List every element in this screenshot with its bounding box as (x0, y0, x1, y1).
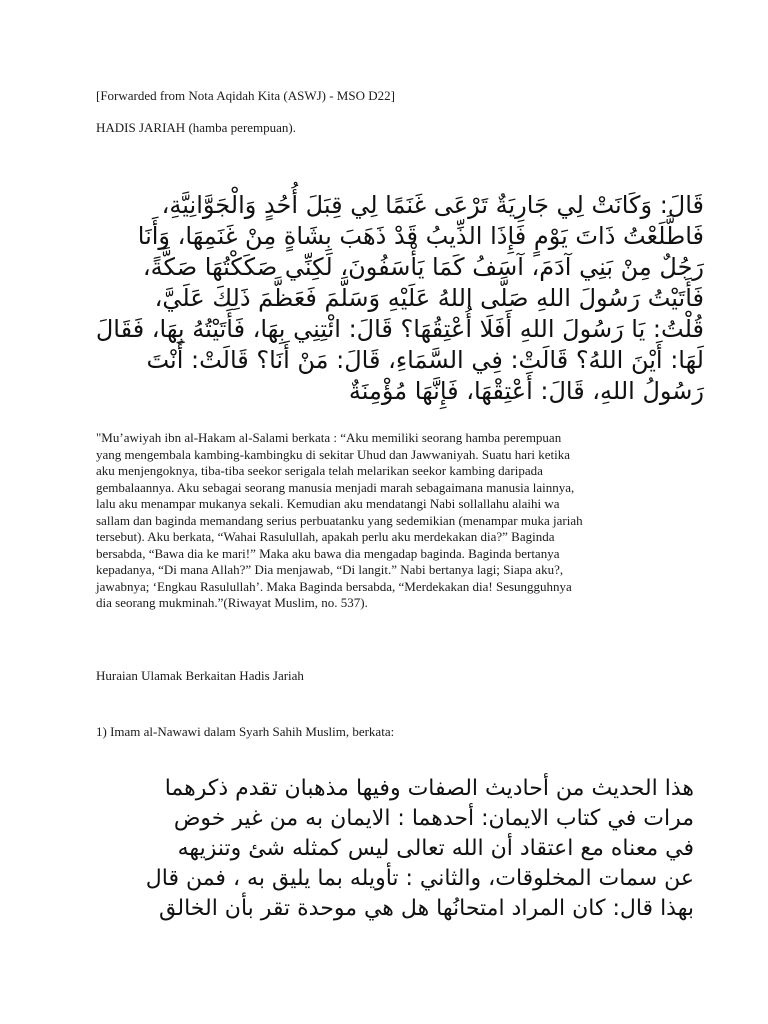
translation-line: gembalaannya. Aku sebagai seorang manusia menjadi marah sebagaimana manusia lainnya, (96, 479, 575, 495)
arabic-hadith-line: فَاطَّلَعْتُ ذَاتَ يَوْمٍ فَإِذَا الذِّيبُ قَدْ ذَهَبَ بِشَاةٍ مِنْ غَنَمِهَا، وَأَنَا (137, 222, 704, 250)
arabic-hadith-line: رَجُلٌ مِنْ بَنِي آدَمَ، آسَفُ كَمَا يَأْسَفُونَ، لَكِنِّي صَكَكْتُهَا صَكَّةً، (142, 253, 704, 281)
arabic-hadith-line: فَأَتَيْتُ رَسُولَ اللهِ صَلَّى اللهُ عَلَيْهِ وَسَلَّمَ فَعَظَّمَ ذَلِكَ عَلَيَّ، (154, 284, 704, 312)
arabic-commentary-line: مرات في كتاب الايمان: أحدهما : الايمان به من غير خوض (173, 806, 694, 831)
translation-line: jawabnya; ‘Engkau Rasulullah’. Maka Baginda bersabda, “Merdekakan dia! Sesungguhnya (96, 578, 572, 594)
translation-line: aku menjengoknya, tiba-tiba seekor serigala telah melarikan seekor kambing daripada (96, 463, 543, 478)
huraian-heading: Huraian Ulamak Berkaitan Hadis Jariah (96, 668, 304, 683)
translation-line: dia seorang mukminah.”(Riwayat Muslim, no. 537). (96, 595, 368, 610)
hadis-title: HADIS JARIAH (hamba perempuan). (96, 120, 297, 135)
translation-line: yang mengembala kambing-kambingku di sekitar Uhud dan Jawwaniyah. Suatu hari ketika (96, 446, 571, 462)
arabic-commentary-text (84, 774, 694, 924)
arabic-commentary-line: هذا الحديث من أحاديث الصفات وفيها مذهبان تقدم ذكرهما (164, 776, 694, 801)
arabic-hadith-line: قَالَ: وَكَانَتْ لِي جَارِيَةٌ تَرْعَى غَنَمًا لِي قِبَلَ أُحُدٍ وَالْجَوَّانِيَّةِ، (161, 191, 704, 219)
forwarded-line: [Forwarded from Nota Aqidah Kita (ASWJ) - MSO D22] (96, 88, 395, 103)
imam-nawawi-line: 1) Imam al-Nawawi dalam Syarh Sahih Muslim, berkata: (96, 724, 395, 739)
arabic-commentary-line: في معناه مع اعتقاد أن الله تعالى ليس كمثله شئ وتنزيهه (177, 836, 694, 861)
translation-line: tersebut). Aku berkata, “Wahai Rasulullah, apakah perlu aku merdekakan dia?” Baginda (96, 529, 555, 544)
translation-paragraph (96, 430, 696, 612)
arabic-hadith-line: لَهَا: أَيْنَ اللهُ؟ قَالَتْ: فِي السَّمَاءِ، قَالَ: مَنْ أَنَا؟ قَالَتْ: أَنْتَ (146, 346, 704, 374)
arabic-commentary-line: بهذا قال: كان المراد امتحانُها هل هي موحدة تقر بأن الخالق (159, 896, 694, 921)
arabic-hadith-text (84, 190, 704, 407)
arabic-commentary-line: عن سمات المخلوقات، والثاني : تأويله بما يليق به ، فمن قال (145, 866, 694, 891)
arabic-hadith-line: رَسُولُ اللهِ، قَالَ: أَعْتِقْهَا، فَإِنَّهَا مُؤْمِنَةٌ (348, 377, 704, 405)
translation-line: lalu aku menampar mukanya sekali. Kemudian aku mendatangi Nabi sollallahu alaihi wa (96, 496, 560, 511)
arabic-hadith-line: قُلْتُ: يَا رَسُولَ اللهِ أَفَلَا أُعْتِقُهَا؟ قَالَ: ائْتِنِي بِهَا، فَأَتَيْتُهُ بِهَا، فَقَالَ (95, 315, 704, 343)
translation-line: sallam dan baginda memandang serius perbuatanku yang sedemikian (menampar muka jariah (96, 512, 583, 528)
translation-line: bersabda, “Bawa dia ke mari!” Maka aku bawa dia mengadap baginda. Baginda bertanya (96, 545, 560, 561)
translation-line: "Mu’awiyah ibn al-Hakam al-Salami berkata : “Aku memiliki seorang hamba perempuan (96, 430, 562, 445)
translation-line: kepadanya, “Di mana Allah?” Dia menjawab, “Di langit.” Nabi bertanya lagi; Siapa aku?, (96, 562, 564, 577)
